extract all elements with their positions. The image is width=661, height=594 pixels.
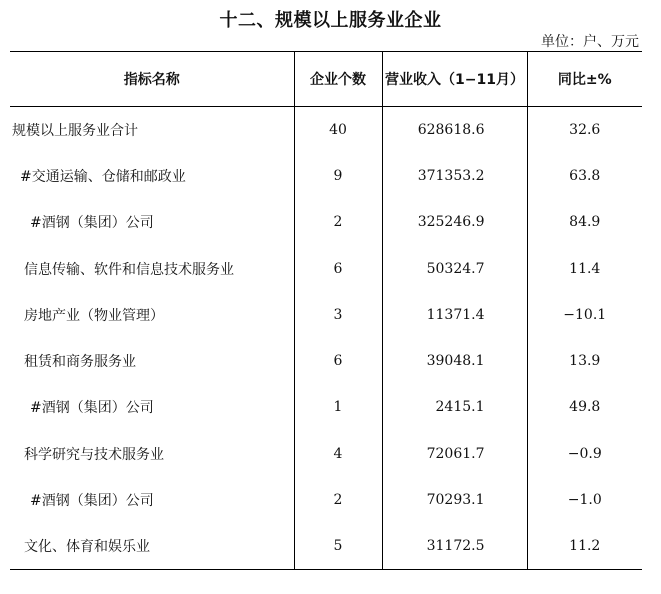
row-name: #酒钢（集团）公司 bbox=[30, 215, 154, 232]
row-count: 2 bbox=[294, 477, 382, 523]
table-row bbox=[10, 338, 642, 384]
row-revenue: 70293.1 bbox=[382, 477, 527, 523]
row-name: 信息传输、软件和信息技术服务业 bbox=[24, 261, 234, 278]
table-row bbox=[10, 477, 642, 523]
row-revenue: 11371.4 bbox=[382, 292, 527, 338]
table-row bbox=[10, 431, 642, 477]
table-row bbox=[10, 107, 642, 153]
header-enterprise-count: 企业个数 bbox=[294, 52, 382, 107]
row-name: #酒钢（集团）公司 bbox=[30, 493, 154, 510]
row-count: 3 bbox=[294, 292, 382, 338]
table-row bbox=[10, 245, 642, 291]
row-count: 1 bbox=[294, 384, 382, 430]
table-row bbox=[10, 292, 642, 338]
row-revenue: 31172.5 bbox=[382, 523, 527, 569]
row-name: 文化、体育和娱乐业 bbox=[10, 523, 294, 569]
row-revenue: 628618.6 bbox=[382, 107, 527, 153]
row-revenue: 72061.7 bbox=[382, 431, 527, 477]
row-count: 40 bbox=[294, 107, 382, 153]
row-yoy: 63.8 bbox=[527, 153, 642, 199]
header-indicator-name: 指标名称 bbox=[10, 52, 294, 107]
row-count: 5 bbox=[294, 523, 382, 569]
table-row bbox=[10, 199, 642, 245]
table-row bbox=[10, 384, 642, 430]
row-revenue: 325246.9 bbox=[382, 199, 527, 245]
unit-note: 单位：户、万元 bbox=[541, 34, 639, 50]
row-yoy: 32.6 bbox=[527, 107, 642, 153]
row-yoy: −1.0 bbox=[527, 477, 642, 523]
services-enterprise-table bbox=[10, 51, 642, 570]
row-revenue: 2415.1 bbox=[382, 384, 527, 430]
table-row bbox=[10, 153, 642, 199]
table-row bbox=[10, 523, 642, 569]
table-header-row bbox=[10, 52, 642, 107]
row-name: #酒钢（集团）公司 bbox=[30, 400, 154, 417]
row-yoy: 84.9 bbox=[527, 199, 642, 245]
row-revenue: 50324.7 bbox=[382, 245, 527, 291]
row-yoy: 11.2 bbox=[527, 523, 642, 569]
row-count: 9 bbox=[294, 153, 382, 199]
row-revenue: 39048.1 bbox=[382, 338, 527, 384]
row-yoy: 11.4 bbox=[527, 245, 642, 291]
row-count: 6 bbox=[294, 245, 382, 291]
row-name: #交通运输、仓储和邮政业 bbox=[20, 168, 186, 185]
row-yoy: −10.1 bbox=[527, 292, 642, 338]
row-name: 规模以上服务业合计 bbox=[12, 122, 138, 139]
row-count: 6 bbox=[294, 338, 382, 384]
row-yoy: 13.9 bbox=[527, 338, 642, 384]
row-name: 租赁和商务服务业 bbox=[24, 354, 136, 371]
row-yoy: −0.9 bbox=[527, 431, 642, 477]
row-name: 科学研究与技术服务业 bbox=[24, 446, 164, 463]
row-count: 2 bbox=[294, 199, 382, 245]
row-count: 4 bbox=[294, 431, 382, 477]
row-yoy: 49.8 bbox=[527, 384, 642, 430]
header-yoy-change: 同比±% bbox=[527, 52, 642, 107]
page-title: 十二、规模以上服务业企业 bbox=[219, 10, 442, 31]
row-revenue: 371353.2 bbox=[382, 153, 527, 199]
header-revenue: 营业收入（1−11月） bbox=[382, 52, 527, 107]
row-name: 房地产业（物业管理） bbox=[24, 307, 164, 324]
